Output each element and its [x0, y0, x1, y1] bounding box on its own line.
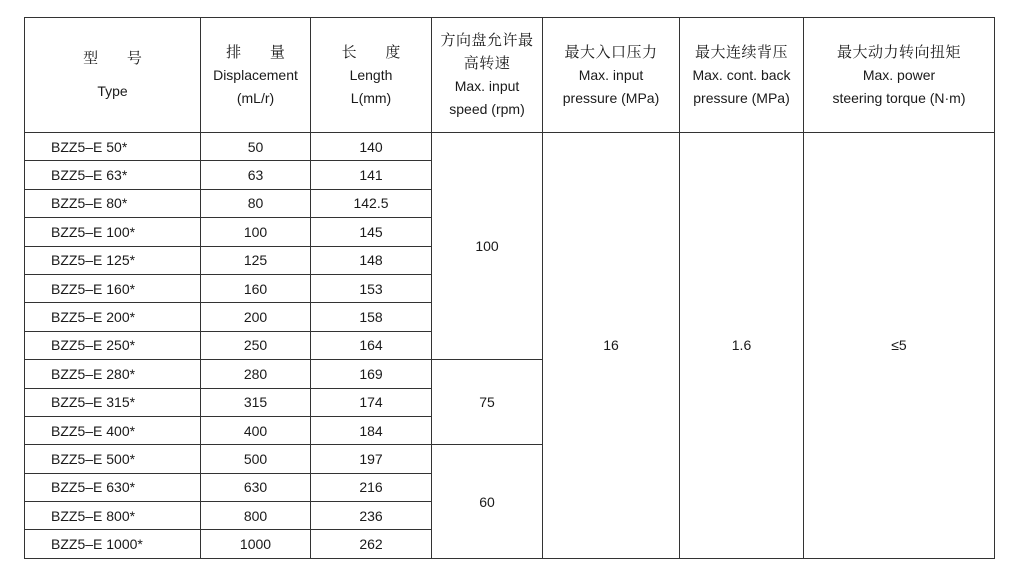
displacement-cell: 280 [201, 360, 311, 388]
header-back-pressure-zh: 最大连续背压 [694, 42, 788, 61]
spec-table [24, 17, 995, 559]
length-cell: 164 [311, 331, 432, 359]
displacement-cell: 500 [201, 445, 311, 473]
displacement-cell: 250 [201, 331, 311, 359]
header-displacement [201, 18, 311, 133]
length-cell: 169 [311, 360, 432, 388]
type-cell: BZZ5–E 400* [25, 416, 201, 444]
header-type-en: Type [97, 83, 128, 99]
length-cell: 158 [311, 303, 432, 331]
displacement-cell: 630 [201, 473, 311, 501]
length-cell: 174 [311, 388, 432, 416]
header-type [25, 18, 201, 133]
header-displacement-en1: Displacement [213, 66, 298, 83]
type-cell: BZZ5–E 630* [25, 473, 201, 501]
length-cell: 197 [311, 445, 432, 473]
length-cell: 140 [311, 133, 432, 161]
type-cell: BZZ5–E 160* [25, 274, 201, 302]
header-torque [804, 18, 995, 133]
header-input-pressure-zh: 最大入口压力 [564, 42, 658, 61]
back-pressure-cell: 1.6 [680, 133, 804, 559]
length-cell: 141 [311, 161, 432, 189]
header-input-pressure-en1: Max. input [578, 66, 644, 83]
displacement-cell: 160 [201, 274, 311, 302]
table-row [25, 133, 995, 161]
type-cell: BZZ5–E 800* [25, 502, 201, 530]
length-cell: 142.5 [311, 189, 432, 217]
displacement-cell: 125 [201, 246, 311, 274]
displacement-cell: 63 [201, 161, 311, 189]
length-cell: 184 [311, 416, 432, 444]
displacement-cell: 50 [201, 133, 311, 161]
header-speed-zh1: 方向盘允许最 [440, 31, 534, 49]
header-back-pressure [680, 18, 804, 133]
header-input-pressure [543, 18, 680, 133]
length-cell: 148 [311, 246, 432, 274]
type-cell: BZZ5–E 200* [25, 303, 201, 331]
input-pressure-cell: 16 [543, 133, 680, 559]
length-cell: 236 [311, 502, 432, 530]
length-cell: 153 [311, 274, 432, 302]
speed-cell: 60 [432, 445, 543, 559]
header-length [311, 18, 432, 133]
displacement-cell: 1000 [201, 530, 311, 558]
type-cell: BZZ5–E 125* [25, 246, 201, 274]
header-type-zh: 型 号 [83, 49, 154, 67]
header-length-en1: Length [349, 66, 393, 83]
header-displacement-zh: 排 量 [226, 42, 297, 61]
type-cell: BZZ5–E 500* [25, 445, 201, 473]
type-cell: BZZ5–E 100* [25, 218, 201, 246]
torque-cell: ≤5 [804, 133, 995, 559]
type-cell: BZZ5–E 63* [25, 161, 201, 189]
header-speed-en2: speed (rpm) [449, 101, 525, 117]
header-length-en2: L(mm) [350, 89, 392, 106]
header-speed-en1: Max. input [454, 78, 520, 94]
header-row [25, 18, 995, 133]
displacement-cell: 800 [201, 502, 311, 530]
length-cell: 262 [311, 530, 432, 558]
type-cell: BZZ5–E 50* [25, 133, 201, 161]
type-cell: BZZ5–E 280* [25, 360, 201, 388]
header-torque-en1: Max. power [862, 66, 936, 83]
type-cell: BZZ5–E 1000* [25, 530, 201, 558]
type-cell: BZZ5–E 315* [25, 388, 201, 416]
header-back-pressure-en1: Max. cont. back [692, 66, 791, 83]
header-input-pressure-en2: pressure (MPa) [562, 89, 660, 106]
header-torque-en2: steering torque (N·m) [832, 89, 966, 106]
header-displacement-en2: (mL/r) [236, 89, 275, 106]
displacement-cell: 100 [201, 218, 311, 246]
speed-cell: 75 [432, 360, 543, 445]
header-speed-zh2: 高转速 [463, 54, 511, 72]
length-cell: 216 [311, 473, 432, 501]
type-cell: BZZ5–E 80* [25, 189, 201, 217]
header-torque-zh: 最大动力转向扭矩 [836, 42, 961, 61]
displacement-cell: 400 [201, 416, 311, 444]
displacement-cell: 200 [201, 303, 311, 331]
type-cell: BZZ5–E 250* [25, 331, 201, 359]
displacement-cell: 315 [201, 388, 311, 416]
length-cell: 145 [311, 218, 432, 246]
header-back-pressure-en2: pressure (MPa) [693, 89, 790, 106]
displacement-cell: 80 [201, 189, 311, 217]
header-length-zh: 长 度 [341, 42, 413, 61]
header-speed [432, 18, 543, 133]
speed-cell: 100 [432, 133, 543, 360]
